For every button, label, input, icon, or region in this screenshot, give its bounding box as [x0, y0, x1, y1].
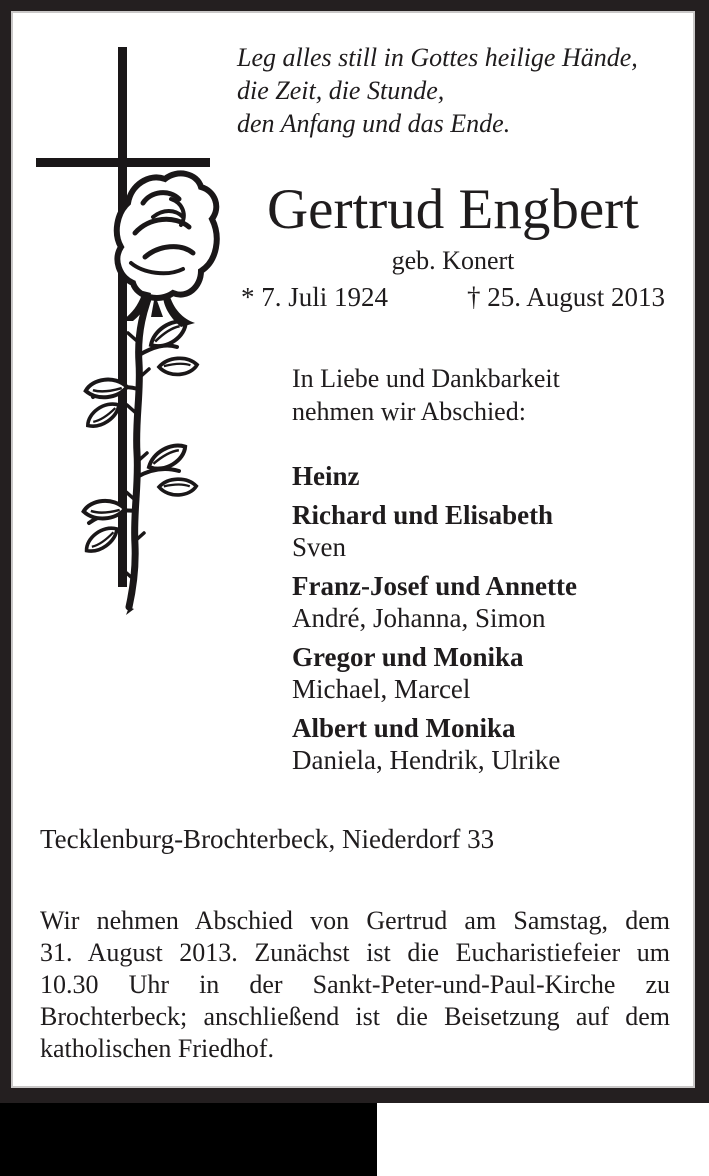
mourner-group [292, 641, 577, 705]
farewell-line: In Liebe und Dankbarkeit [292, 364, 560, 393]
birth-date: * 7. Juli 1924 [241, 282, 389, 312]
mourner-group [292, 460, 577, 492]
mourner-parents: Albert und Monika [292, 713, 516, 743]
mourners-list [292, 460, 577, 783]
mourner-children: André, Johanna, Simon [292, 603, 546, 633]
mourner-parents: Gregor und Monika [292, 642, 524, 672]
farewell-line: nehmen wir Abschied: [292, 397, 526, 426]
maiden-name: geb. Konert [391, 246, 515, 275]
announcement-line: Brochterbeck; anschließend ist die Beisetzung auf dem [40, 1002, 670, 1031]
mourner-group [292, 499, 577, 563]
bottom-black-block [0, 1103, 377, 1176]
death-date: † 25. August 2013 [466, 282, 665, 312]
family-address: Tecklenburg-Brochterbeck, Niederdorf 33 [40, 824, 495, 854]
mourner-children: Michael, Marcel [292, 674, 471, 704]
verse-line: den Anfang und das Ende. [237, 109, 511, 138]
announcement-line: Wir nehmen Abschied von Gertrud am Samstag, dem [40, 906, 670, 935]
announcement-line: 10.30 Uhr in der Sankt-Peter-und-Paul-Kirche zu [40, 970, 670, 999]
farewell-intro [292, 362, 560, 428]
deceased-name: Gertrud Engbert [267, 178, 639, 241]
announcement-line: katholischen Friedhof. [40, 1034, 274, 1063]
cross-rose-illustration [31, 41, 221, 616]
life-dates [231, 281, 675, 313]
mourner-parents: Richard und Elisabeth [292, 500, 554, 530]
announcement-line: 31. August 2013. Zunächst ist die Eucharistiefeier um [40, 938, 670, 967]
rose-bloom [117, 173, 217, 327]
deceased-header [231, 179, 675, 313]
verse-line: die Zeit, die Stunde, [237, 76, 445, 105]
opening-verse [237, 41, 638, 140]
mourner-group [292, 712, 577, 776]
mourner-group [292, 570, 577, 634]
cross-horizontal-beam [36, 158, 210, 167]
mourner-children: Daniela, Hendrik, Ulrike [292, 745, 561, 775]
mourner-parents: Franz-Josef und Annette [292, 571, 577, 601]
verse-line: Leg alles still in Gottes heilige Hände, [237, 43, 638, 72]
mourner-parents: Heinz [292, 461, 360, 491]
mourner-children: Sven [292, 532, 346, 562]
notice-card [11, 11, 695, 1088]
funeral-announcement [40, 905, 670, 1065]
